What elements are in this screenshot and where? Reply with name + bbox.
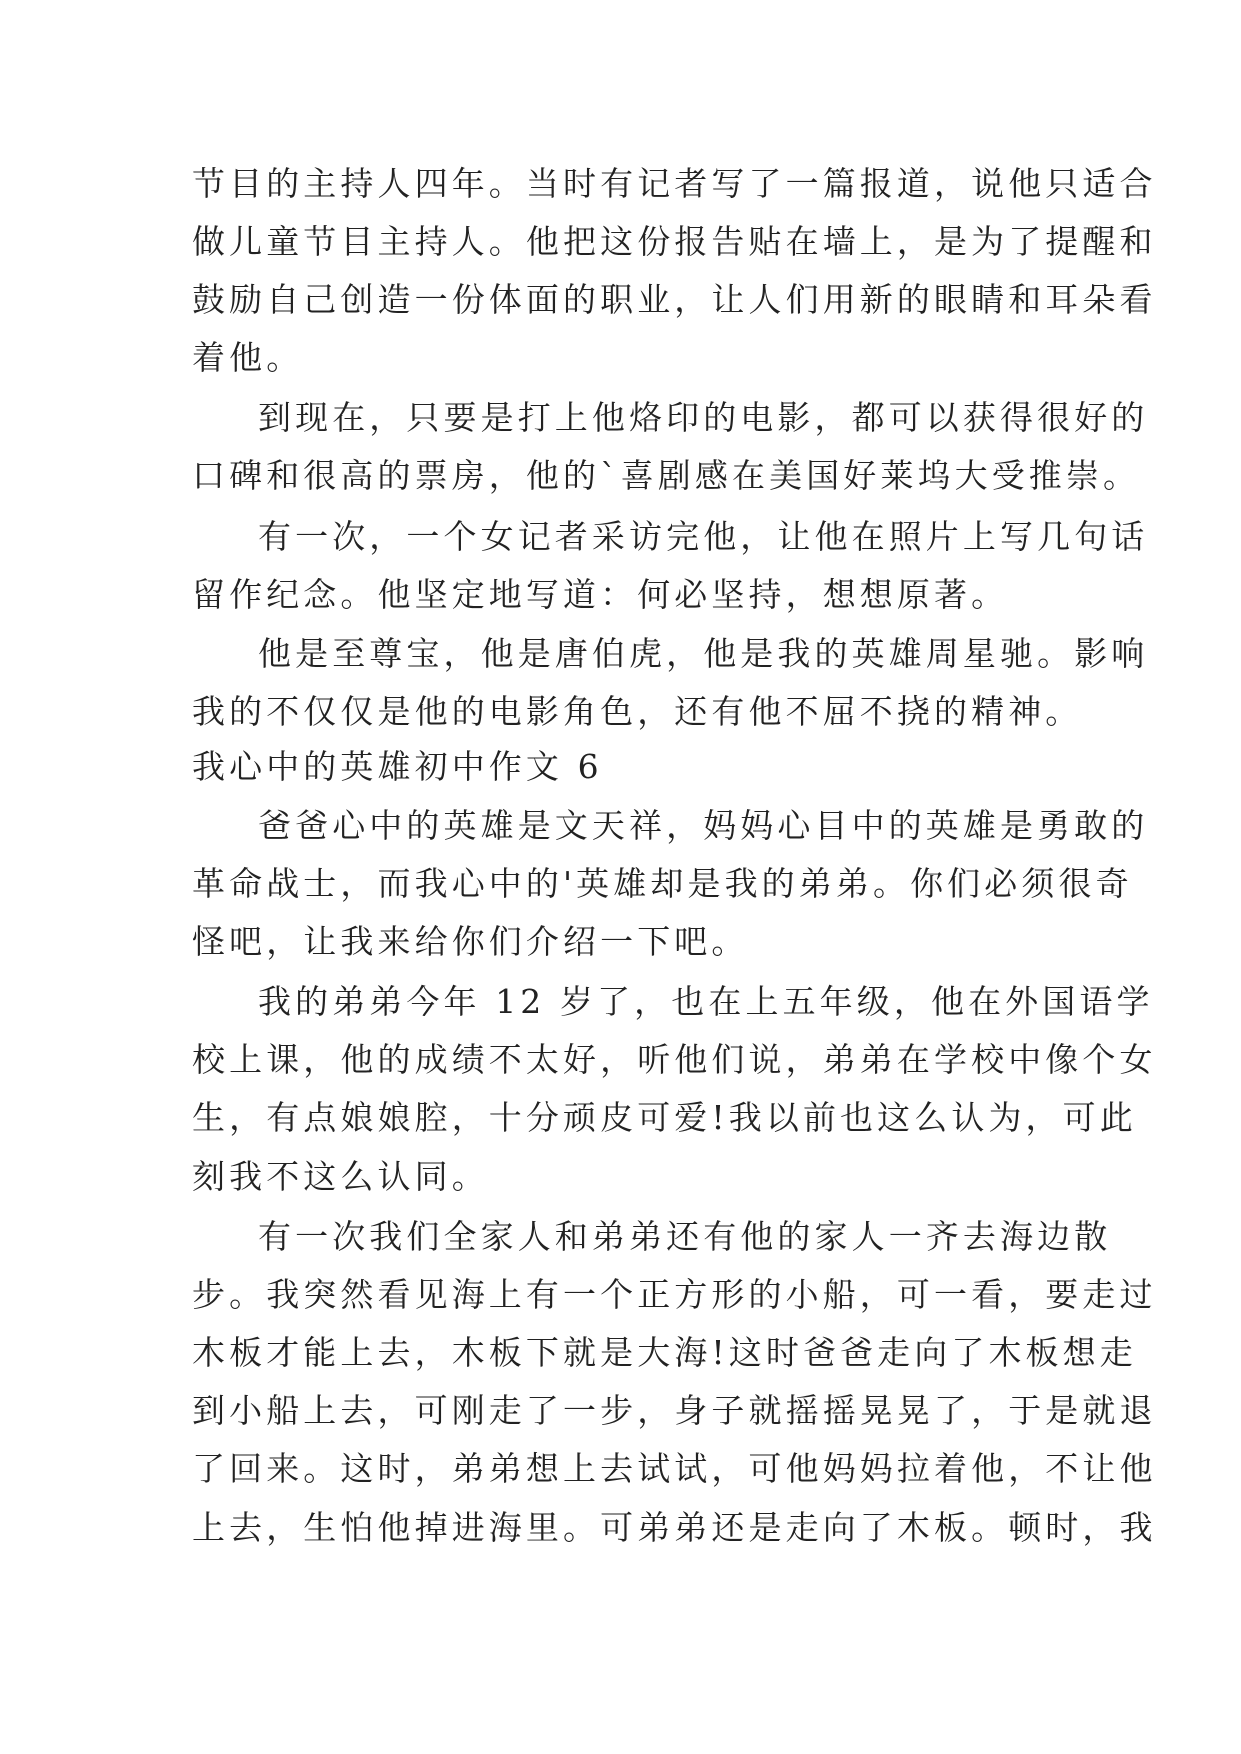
paragraph-start: 他是至尊宝，他是唐伯虎，他是我的英雄周星驰。影响 (258, 634, 1149, 673)
text-line: 革命战士，而我心中的'英雄却是我的弟弟。你们必须很奇 (192, 864, 1133, 903)
text-line: 口碑和很高的票房，他的`喜剧感在美国好莱坞大受推崇。 (192, 456, 1141, 495)
text-line: 着他。 (192, 338, 304, 377)
text-line: 怪吧，让我来给你们介绍一下吧。 (192, 922, 749, 961)
paragraph-start: 有一次我们全家人和弟弟还有他的家人一齐去海边散 (258, 1217, 1112, 1256)
text-line: 到小船上去，可刚走了一步，身子就摇摇晃晃了，于是就退 (192, 1391, 1157, 1430)
text-line: 了回来。这时，弟弟想上去试试，可他妈妈拉着他，不让他 (192, 1449, 1157, 1488)
paragraph-start: 到现在，只要是打上他烙印的电影，都可以获得很好的 (258, 398, 1149, 437)
text-line: 留作纪念。他坚定地写道：何必坚持，想想原著。 (192, 575, 1009, 614)
text-line: 校上课，他的成绩不太好，听他们说，弟弟在学校中像个女 (192, 1040, 1157, 1079)
paragraph-start: 爸爸心中的英雄是文天祥，妈妈心目中的英雄是勇敢的 (258, 806, 1149, 845)
paragraph-start: 有一次，一个女记者采访完他，让他在照片上写几句话 (258, 517, 1149, 556)
text-line: 刻我不这么认同。 (192, 1157, 489, 1196)
text-line: 鼓励自己创造一份体面的职业，让人们用新的眼睛和耳朵看 (192, 280, 1157, 319)
text-line: 生，有点娘娘腔，十分顽皮可爱!我以前也这么认为，可此 (192, 1098, 1137, 1137)
paragraph-start: 我的弟弟今年 12 岁了，也在上五年级，他在外国语学 (258, 982, 1154, 1021)
section-heading: 我心中的英雄初中作文 6 (192, 747, 603, 786)
text-line: 上去，生怕他掉进海里。可弟弟还是走向了木板。顿时，我 (192, 1508, 1157, 1547)
text-line: 步。我突然看见海上有一个正方形的小船，可一看，要走过 (192, 1275, 1157, 1314)
text-line: 我的不仅仅是他的电影角色，还有他不屈不挠的精神。 (192, 692, 1083, 731)
text-line: 节目的主持人四年。当时有记者写了一篇报道，说他只适合 (192, 164, 1157, 203)
text-line: 木板才能上去，木板下就是大海!这时爸爸走向了木板想走 (192, 1333, 1137, 1372)
text-line: 做儿童节目主持人。他把这份报告贴在墙上，是为了提醒和 (192, 222, 1157, 261)
